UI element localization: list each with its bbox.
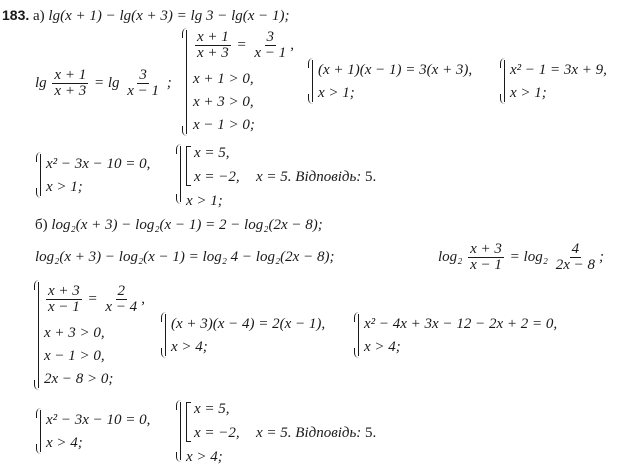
part-b-label: б) [35,217,48,233]
union-bracket [186,402,191,442]
semicolon: ; [598,248,604,265]
part-b-system5-root1: x = 5, [194,401,230,417]
part-b-system1-line1 [44,284,145,315]
fraction [468,242,504,273]
fraction [52,68,88,99]
denominator: x − 1 [254,45,287,61]
part-b-system4-line1: x² − 3x − 10 = 0, [46,412,151,428]
part-a-system5-line2: x > 1; [186,193,223,209]
part-b-system1-line3: x − 1 > 0, [44,348,105,364]
system-brace [40,410,41,452]
part-b-system1-line4: 2x − 8 > 0; [44,371,114,387]
part-b-step1: log₂(x + 3) − log₂(x − 1) = log₂ 4 − log₂(2x − 8); [35,249,335,265]
part-a-equation: lg(x + 1) − lg(x + 3) = lg 3 − lg(x − 1); [48,8,290,24]
system-brace [38,282,39,388]
denominator: x + 3 [197,45,229,61]
part-a-system3-line2: x > 1; [510,85,547,101]
numerator: 2 [117,283,126,299]
semicolon: ; [166,74,172,91]
equals: = [236,36,247,53]
denominator: x − 1 [48,299,80,315]
system-brace [358,314,359,356]
part-b-system1-line2: x + 3 > 0, [44,325,105,341]
system-brace [180,402,181,460]
part-a-answer [256,168,376,186]
answer-label: Відповідь: [295,425,362,441]
numerator: x + 3 [48,283,80,299]
denominator: x − 1 [127,83,160,99]
fraction [125,68,161,99]
part-b-system4-line2: x > 4; [46,435,83,451]
comma: , [290,36,294,53]
part-b-answer [256,424,376,442]
equals-log: = log₂ [509,248,548,265]
part-a-system5-root1: x = 5, [194,145,230,161]
numerator: 4 [571,241,580,257]
numerator: x + 1 [197,29,229,45]
answer-text: x = 5. [256,425,292,441]
system-brace [40,154,41,196]
problem-header [2,6,290,25]
denominator: x − 4 [105,299,138,315]
part-b-system5-root2: x = −2, [194,425,240,441]
part-a-system2-line1: (x + 1)(x − 1) = 3(x + 3), [318,62,473,78]
denominator: x − 1 [470,257,502,273]
numerator: 3 [139,67,147,83]
part-a-system1-line2: x + 1 > 0, [193,71,254,87]
system-brace [180,146,181,202]
part-a-system4-line1: x² − 3x − 10 = 0, [46,156,151,172]
part-a-system1-line1 [193,30,294,61]
system-brace [165,314,166,356]
equals: = [87,290,98,307]
system-brace [186,30,187,134]
problem-number: 183. [2,7,30,23]
answer-text: x = 5. [256,169,292,185]
fraction [252,30,288,61]
part-b-equation: log₂(x + 3) − log₂(x − 1) = 2 − log₂(2x − 8); [51,217,323,233]
log-label: lg [35,74,47,91]
part-b-header [35,216,323,234]
answer-label: Відповідь: [295,169,362,185]
comma: , [141,290,145,307]
system-brace [312,60,313,102]
part-a-step1 [35,68,172,99]
numerator: x + 1 [54,67,87,83]
part-a-label: а) [33,8,45,24]
part-a-system2-line2: x > 1; [318,85,355,101]
part-a-system5-root2: x = −2, [194,169,240,185]
part-a-system1-line3: x + 3 > 0, [193,94,254,110]
numerator: x + 3 [470,241,502,257]
part-b-system2-line2: x > 4; [171,339,208,355]
denominator: x + 3 [54,83,87,99]
part-b-system3-line1: x² − 4x + 3x − 12 − 2x + 2 = 0, [364,316,558,332]
part-a-system4-line2: x > 1; [46,179,83,195]
fraction [46,284,82,315]
part-b-system3-line2: x > 4; [364,339,401,355]
answer-value: 5. [365,425,377,441]
answer-value: 5. [365,169,377,185]
log-label: log₂ [438,248,463,265]
numerator: 3 [266,29,275,45]
fraction [554,242,597,273]
fraction [103,284,139,315]
fraction [195,30,231,61]
part-a-system3-line1: x² − 1 = 3x + 9, [510,62,607,78]
denominator: 2x − 8 [555,257,595,273]
part-b-system2-line1: (x + 3)(x − 4) = 2(x − 1), [171,316,326,332]
part-b-step2 [438,242,604,273]
equals-log: = lg [93,74,120,91]
union-bracket [186,146,191,186]
part-a-system1-line4: x − 1 > 0; [193,117,255,133]
part-b-system5-line2: x > 4; [186,449,223,465]
system-brace [504,60,505,102]
